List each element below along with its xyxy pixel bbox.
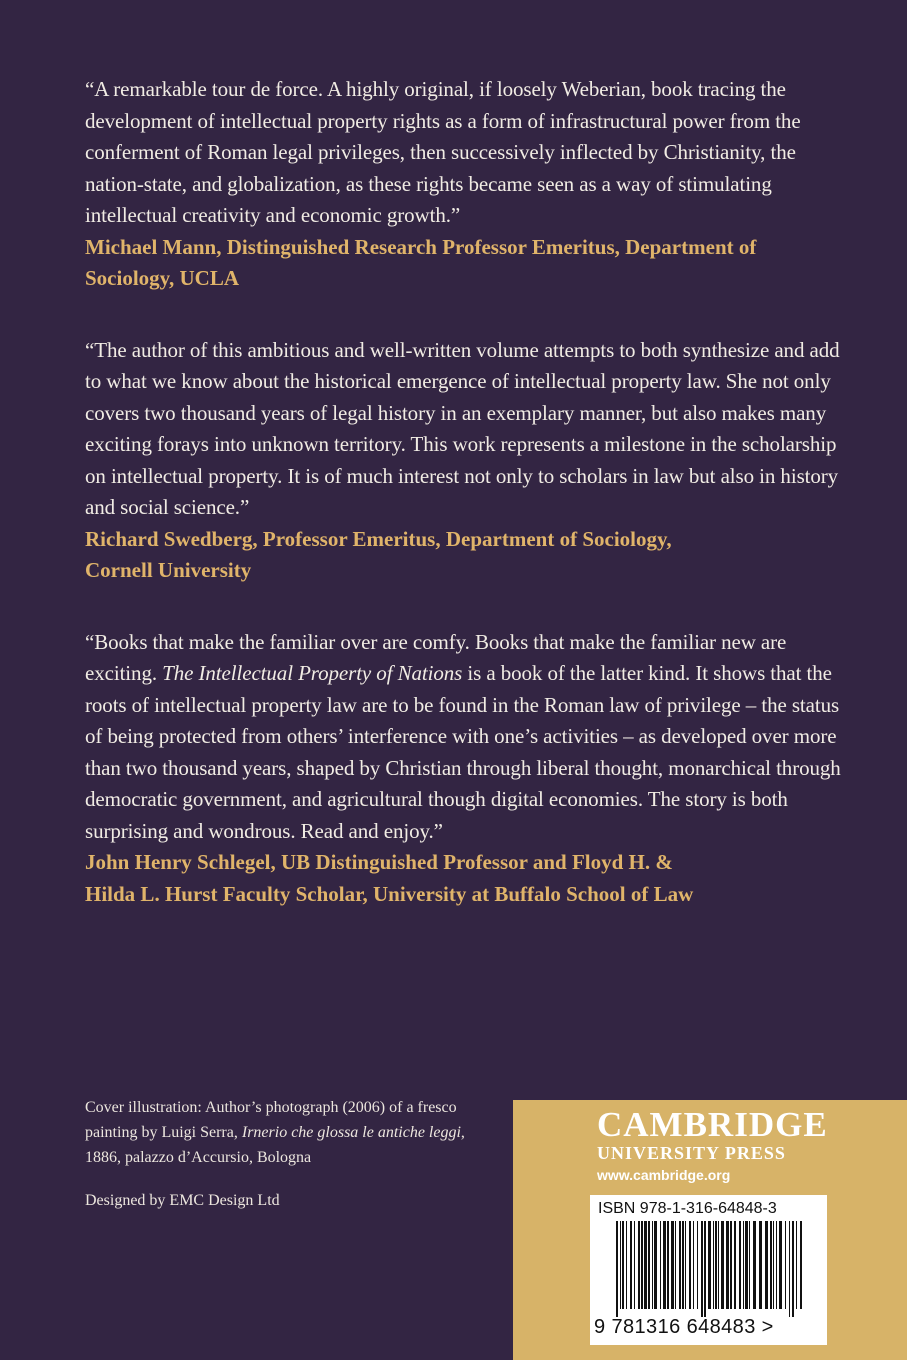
publisher-logo-subtitle: UNIVERSITY PRESS <box>597 1143 786 1163</box>
barcode-bar <box>638 1221 640 1309</box>
barcode-bar <box>689 1221 691 1309</box>
quote-text: is a book of the latter kind. It shows that the roots of intellectual property law are to be found in the Roman law of privilege – the status of being protected from others’ interference with one’s activities – as developed over more than two thousand years, shaped by Christian through liberal thought, monarchical through democratic government, and agricultural though digital economies. The story is both surprising and wondrous. Read and enjoy.” <box>85 661 841 843</box>
barcode-bar <box>652 1221 653 1309</box>
barcode-bar <box>796 1221 797 1309</box>
barcode-bar <box>704 1221 706 1317</box>
barcode-bar <box>616 1221 618 1317</box>
barcode-bar <box>682 1221 684 1309</box>
barcode-bar <box>667 1221 669 1309</box>
barcode-digits: 9 781316 648483 > <box>594 1316 774 1338</box>
designer-credit: Designed by EMC Design Ltd <box>85 1192 280 1209</box>
endorsement-attribution-line2: Cornell University <box>85 558 252 582</box>
cover-illustration-credit <box>85 1095 465 1170</box>
publisher-panel <box>513 1100 907 1360</box>
barcode-bar <box>739 1221 741 1309</box>
endorsement-attribution-line1: Richard Swedberg, Professor Emeritus, Department of Sociology, <box>85 526 672 551</box>
barcode-bar <box>715 1221 717 1309</box>
barcode-bar <box>785 1221 786 1309</box>
barcode-bar <box>770 1221 772 1309</box>
credits <box>85 1095 465 1213</box>
barcode-bar <box>765 1221 768 1309</box>
barcode-bar <box>745 1221 748 1309</box>
isbn-barcode <box>590 1195 827 1345</box>
barcode-bar <box>693 1221 694 1309</box>
barcode-bar <box>773 1221 774 1309</box>
credit-text: , 1886, palazzo d’Accursio, Bologna <box>85 1124 465 1166</box>
barcode-bar <box>685 1221 686 1309</box>
barcode-bar <box>730 1221 732 1309</box>
barcode-bar <box>675 1221 676 1309</box>
barcode-bar <box>630 1221 632 1309</box>
book-title: The Intellectual Property of Nations <box>162 661 463 685</box>
barcode-bar <box>726 1221 729 1309</box>
barcode-bar <box>697 1221 698 1309</box>
barcode-bar <box>641 1221 643 1309</box>
isbn-label: ISBN 978-1-316-64848-3 <box>598 1200 777 1217</box>
barcode-bar <box>660 1221 661 1309</box>
endorsement-attribution-line1: John Henry Schlegel, UB Distinguished Professor and Floyd H. & <box>85 850 673 874</box>
barcode-bar <box>708 1221 711 1309</box>
barcode-bars <box>594 1221 823 1317</box>
endorsement-schlegel <box>85 627 845 911</box>
barcode-bar <box>622 1221 624 1309</box>
barcode-bar <box>792 1221 794 1317</box>
endorsement-attribution-line2: Hilda L. Hurst Faculty Scholar, University at Buffalo School of Law <box>85 881 694 906</box>
barcode-bar <box>644 1221 647 1309</box>
publisher-logo-name: CAMBRIDGE <box>597 1105 828 1144</box>
barcode-bar <box>620 1221 621 1309</box>
endorsement-swedberg <box>85 335 845 587</box>
fresco-title: Irnerio che glossa le antiche leggi <box>241 1124 461 1141</box>
barcode-bar <box>779 1221 782 1309</box>
publisher-url[interactable]: www.cambridge.org <box>597 1167 731 1183</box>
barcode-bar <box>713 1221 714 1309</box>
barcode-bar <box>800 1221 802 1309</box>
barcode-bar <box>626 1221 627 1309</box>
credit-text: Cover illustration: Author’s photograph (2006) of a fresco painting by Luigi Serra, <box>85 1099 457 1141</box>
barcode-bar <box>759 1221 762 1309</box>
barcode-bar <box>721 1221 724 1309</box>
barcode-bar <box>753 1221 756 1309</box>
barcode-bar <box>679 1221 681 1309</box>
barcode-bar <box>701 1221 703 1317</box>
barcode-bar <box>734 1221 736 1309</box>
barcode-bar <box>776 1221 777 1309</box>
quote-text: “Books that make the familiar over are comfy. Books that make the familiar new are exciting. <box>85 629 787 685</box>
endorsement-quote: “The author of this ambitious and well-written volume attempts to both synthesize and add to what we know about the historical emergence of intellectual property law. She not only covers two thousand years of legal history in an exemplary manner, but also makes many exciting forays into unknown territory. This work represents a milestone in the scholarship on intellectual property. It is of much interest not only to scholars in law but also in history and social science.” <box>85 337 840 519</box>
barcode-bar <box>634 1221 635 1309</box>
barcode-bar <box>789 1221 790 1317</box>
barcode-bar <box>648 1221 650 1309</box>
endorsement-quote <box>85 627 845 848</box>
endorsement-attribution: Michael Mann, Distinguished Research Professor Emeritus, Department of Sociology, UCLA <box>85 234 757 290</box>
barcode-bar <box>749 1221 750 1309</box>
barcode-bar <box>654 1221 657 1309</box>
endorsement-quote: “A remarkable tour de force. A highly original, if loosely Weberian, book tracing the development of intellectual property rights as a form of infrastructural power from the conferment of Roman legal privileges, then successively inflected by Christianity, the nation-state, and globalization, as these rights became seen as a way of stimulating intellectual creativity and economic growth.” <box>85 77 801 227</box>
endorsements <box>85 74 845 950</box>
barcode-bar <box>743 1221 744 1309</box>
barcode-bar <box>671 1221 674 1309</box>
endorsement-mann <box>85 74 845 295</box>
barcode-bar <box>718 1221 719 1309</box>
barcode-bar <box>663 1221 666 1309</box>
